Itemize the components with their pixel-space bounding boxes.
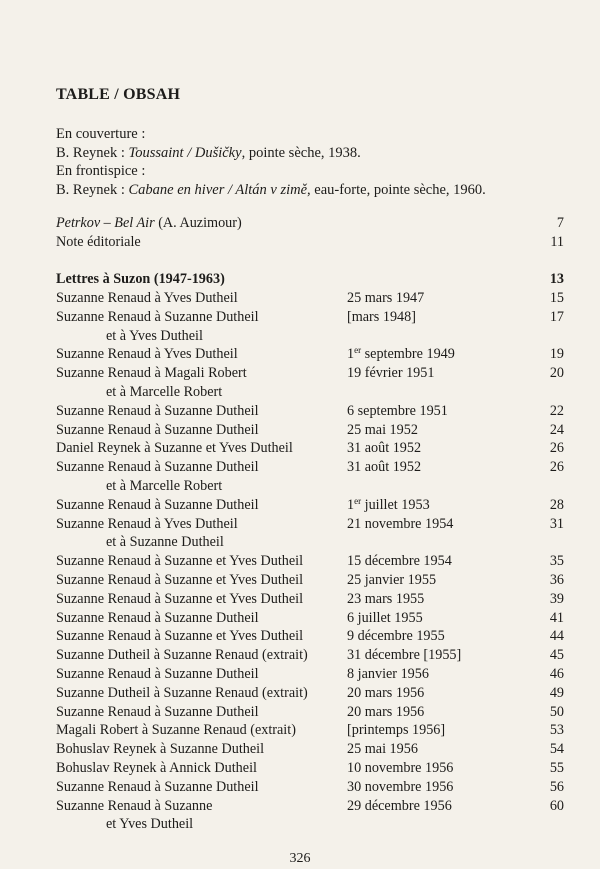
frontispiece-credit: B. Reynek : Cabane en hiver / Altán v zimě, eau-forte, pointe sèche, 1960. (56, 181, 486, 198)
toc-page-number: 55 (549, 760, 564, 776)
page-title: TABLE / OBSAH (56, 86, 181, 103)
toc-entry-row (56, 685, 564, 703)
letter-date-day: 1 (347, 346, 355, 362)
toc-entry-continuation (56, 478, 564, 496)
letter-correspondents: Suzanne Renaud à Suzanne Dutheil (56, 704, 259, 720)
toc-page-number: 46 (549, 666, 564, 682)
toc-page-number: 15 (549, 290, 564, 306)
toc-page-number: 36 (549, 572, 564, 588)
toc-entry-row (56, 516, 564, 534)
letter-date-rest: septembre 1949 (361, 346, 455, 362)
toc-entry-continuation (56, 384, 564, 402)
letter-date-day: 1 (347, 497, 355, 513)
letter-date: 25 mai 1952 (347, 422, 418, 438)
toc-entry-row (56, 628, 564, 646)
toc-entry-row (56, 440, 564, 458)
cover-label: En couverture : (56, 126, 146, 142)
toc-page-number: 56 (549, 779, 564, 795)
toc-entry-title-italic: Petrkov – Bel Air (56, 215, 155, 231)
letter-date-ordinal: er (354, 345, 362, 355)
toc-intro-row (56, 234, 564, 252)
toc-page-number: 45 (549, 647, 564, 663)
letter-correspondents: Suzanne Renaud à Suzanne Dutheil (56, 403, 259, 419)
letter-date: 23 mars 1955 (347, 591, 425, 607)
toc-entry-row (56, 403, 564, 421)
letter-date (347, 497, 430, 514)
cover-credit: B. Reynek : Toussaint / Dušičky, pointe sèche, 1938. (56, 144, 361, 161)
toc-page-number: 28 (549, 497, 564, 513)
page-number: 326 (289, 851, 311, 866)
letter-date: 8 janvier 1956 (347, 666, 429, 682)
letter-date: 31 août 1952 (347, 440, 422, 456)
letter-date: 19 février 1951 (347, 365, 435, 381)
toc-entry-continuation (56, 328, 564, 346)
toc-entry-row (56, 798, 564, 816)
letter-correspondents: Suzanne Renaud à Suzanne et Yves Dutheil (56, 572, 304, 588)
letter-date: 25 janvier 1955 (347, 572, 437, 588)
toc-entry-row (56, 741, 564, 759)
toc-entry-row (56, 497, 564, 515)
letter-correspondents: et à Suzanne Dutheil (106, 534, 224, 550)
toc-page-number: 22 (549, 403, 564, 419)
letter-correspondents: Suzanne Renaud à Magali Robert (56, 365, 247, 381)
letter-correspondents: Suzanne Renaud à Suzanne Dutheil (56, 610, 259, 626)
toc-page-number: 11 (550, 234, 564, 250)
letter-date (347, 346, 455, 363)
letter-correspondents: Suzanne Renaud à Suzanne Dutheil (56, 459, 259, 475)
toc-entry-row (56, 647, 564, 665)
letter-date: 25 mai 1956 (347, 741, 418, 757)
letter-correspondents: Magali Robert à Suzanne Renaud (extrait) (56, 722, 296, 738)
toc-entry-row (56, 722, 564, 740)
toc-entry-row (56, 459, 564, 477)
letter-correspondents: Suzanne Renaud à Suzanne Dutheil (56, 422, 259, 438)
toc-page-number: 26 (549, 440, 564, 456)
toc-page-number: 20 (549, 365, 564, 381)
toc-page-number: 7 (556, 215, 564, 231)
letter-correspondents: Suzanne Dutheil à Suzanne Renaud (extrait) (56, 685, 308, 701)
toc-entry-title-text: (A. Auzimour) (154, 215, 242, 231)
letter-correspondents: Suzanne Renaud à Yves Dutheil (56, 290, 238, 306)
letter-correspondents: Suzanne Renaud à Suzanne et Yves Dutheil (56, 553, 304, 569)
toc-page-number: 44 (549, 628, 564, 644)
letter-correspondents: Suzanne Renaud à Suzanne Dutheil (56, 309, 259, 325)
letter-date: 21 novembre 1954 (347, 516, 454, 532)
letter-date: 30 novembre 1956 (347, 779, 454, 795)
letter-date-ordinal: er (354, 496, 362, 506)
frontispiece-label: En frontispice : (56, 163, 146, 179)
toc-entry-row (56, 290, 564, 308)
section-page-number: 13 (549, 271, 564, 287)
letter-date: 20 mars 1956 (347, 704, 425, 720)
toc-page-number: 19 (549, 346, 564, 362)
letter-date: 31 décembre [1955] (347, 647, 462, 663)
toc-entry-row (56, 309, 564, 327)
toc-entry-continuation (56, 534, 564, 552)
toc-entry-row (56, 591, 564, 609)
letter-date: 10 novembre 1956 (347, 760, 454, 776)
toc-entry-row (56, 365, 564, 383)
toc-entry-row (56, 610, 564, 628)
letter-correspondents: Suzanne Renaud à Suzanne Dutheil (56, 779, 259, 795)
toc-entry-title (56, 215, 242, 232)
toc-entry-row (56, 553, 564, 571)
cover-credits (56, 125, 486, 199)
toc-page-number: 50 (549, 704, 564, 720)
toc-entry-title (56, 234, 141, 251)
toc-entry-row (56, 346, 564, 364)
letter-correspondents: Suzanne Renaud à Suzanne Dutheil (56, 497, 259, 513)
letter-date: 25 mars 1947 (347, 290, 425, 306)
letter-correspondents: Suzanne Renaud à Yves Dutheil (56, 516, 238, 532)
toc-page-number: 54 (549, 741, 564, 757)
toc-entry-continuation (56, 816, 564, 834)
toc-page-number: 26 (549, 459, 564, 475)
letter-date: 31 août 1952 (347, 459, 422, 475)
letter-correspondents: et à Marcelle Robert (106, 384, 223, 400)
toc-entry-row (56, 422, 564, 440)
toc-page-number: 53 (549, 722, 564, 738)
letter-correspondents: Bohuslav Reynek à Suzanne Dutheil (56, 741, 265, 757)
letter-correspondents: Bohuslav Reynek à Annick Dutheil (56, 760, 257, 776)
letter-date: 6 juillet 1955 (347, 610, 423, 626)
toc-section-heading (56, 271, 564, 289)
toc-intro-row (56, 215, 564, 233)
toc-entry-title-text: Note éditoriale (56, 234, 141, 250)
letter-date: 29 décembre 1956 (347, 798, 452, 814)
letter-correspondents: Suzanne Renaud à Suzanne (56, 798, 213, 814)
toc-page-number: 17 (549, 309, 564, 325)
toc-page-number: 31 (549, 516, 564, 532)
letter-date: 6 septembre 1951 (347, 403, 448, 419)
letter-date-rest: juillet 1953 (361, 497, 430, 513)
letter-date: 9 décembre 1955 (347, 628, 445, 644)
letter-date: [mars 1948] (347, 309, 416, 325)
letter-correspondents: Suzanne Renaud à Suzanne et Yves Dutheil (56, 591, 304, 607)
letter-correspondents: Suzanne Dutheil à Suzanne Renaud (extrait) (56, 647, 308, 663)
toc-entry-row (56, 779, 564, 797)
letter-correspondents: et à Marcelle Robert (106, 478, 223, 494)
toc-page-number: 24 (549, 422, 564, 438)
toc-page-number: 41 (549, 610, 564, 626)
letter-correspondents: et à Yves Dutheil (106, 328, 203, 344)
letter-correspondents: Suzanne Renaud à Suzanne et Yves Dutheil (56, 628, 304, 644)
toc-page-number: 35 (549, 553, 564, 569)
toc-page-number: 49 (549, 685, 564, 701)
letter-date: 20 mars 1956 (347, 685, 425, 701)
toc-entry-row (56, 572, 564, 590)
toc-page-number: 60 (549, 798, 564, 814)
section-title: Lettres à Suzon (1947-1963) (56, 271, 225, 287)
letter-correspondents: Suzanne Renaud à Suzanne Dutheil (56, 666, 259, 682)
letter-correspondents: et Yves Dutheil (106, 816, 194, 832)
letter-date: 15 décembre 1954 (347, 553, 452, 569)
toc-entry-row (56, 666, 564, 684)
letter-correspondents: Suzanne Renaud à Yves Dutheil (56, 346, 238, 362)
letter-correspondents: Daniel Reynek à Suzanne et Yves Dutheil (56, 440, 293, 456)
toc-page-number: 39 (549, 591, 564, 607)
toc-entry-row (56, 760, 564, 778)
letter-date: [printemps 1956] (347, 722, 446, 738)
toc-entry-row (56, 704, 564, 722)
